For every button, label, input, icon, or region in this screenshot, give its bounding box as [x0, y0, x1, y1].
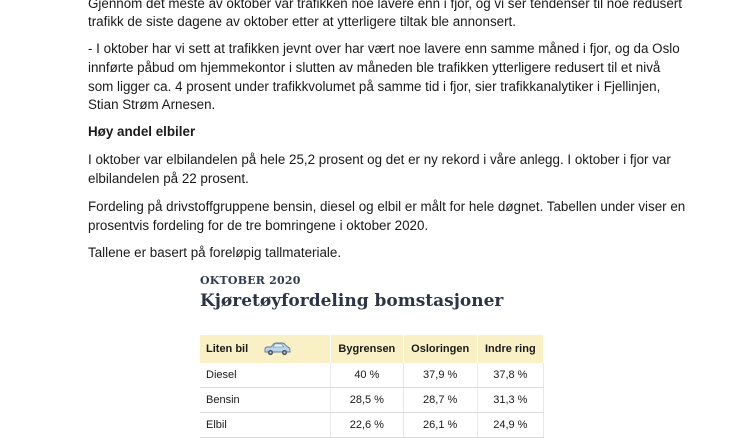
table-cell: 24,9 %	[477, 413, 543, 438]
column-header	[200, 335, 331, 363]
table-cell: 26,1 %	[403, 413, 477, 438]
table-cell: 37,9 %	[403, 363, 477, 388]
table-cell: 31,3 %	[477, 388, 543, 413]
paragraph-line: prosentvis fordeling for de tre bomringene i oktober 2020.	[88, 218, 429, 233]
table-row	[200, 413, 544, 438]
car-icon	[262, 341, 292, 357]
column-header: Osloringen	[403, 335, 477, 363]
paragraph-line: som ligger ca. 4 prosent under trafikkvolumet på samme tid i fjor, sier trafikkanalytiker i Fjellinjen,	[88, 79, 661, 94]
table-cell: Diesel	[200, 363, 331, 388]
column-header: Bygrensen	[331, 335, 404, 363]
paragraph-line: - I oktober har vi sett at trafikken jevnt over har vært noe lavere enn samme måned i fjor, og da Oslo	[88, 41, 680, 56]
table-row	[200, 363, 544, 388]
table-cell: 28,5 %	[331, 388, 404, 413]
paragraph-line: Tallene er basert på foreløpig tallmateriale.	[88, 245, 342, 260]
paragraph-line: innførte påbud om hjemmekontor i slutten av måneden ble trafikken ytterligere redusert til et nivå	[88, 60, 661, 75]
table-header-row	[200, 335, 544, 363]
paragraph-line: Stian Strøm Arnesen.	[88, 97, 216, 112]
table-row	[200, 388, 544, 413]
column-header: Indre ring	[477, 335, 543, 363]
table-cell: Bensin	[200, 388, 331, 413]
table-cell: 37,8 %	[477, 363, 543, 388]
paragraph-line: Fordeling på drivstoffgruppene bensin, diesel og elbil er målt for hele døgnet. Tabellen under viser en	[88, 199, 686, 214]
table-cell: 40 %	[331, 363, 404, 388]
vehicle-distribution-table	[200, 335, 544, 438]
paragraph-line: I oktober var elbilandelen på hele 25,2 prosent og det er ny rekord i våre anlegg. I oktober i fjor var	[88, 152, 671, 167]
section-heading: Høy andel elbiler	[88, 124, 196, 139]
table-cell: 22,6 %	[331, 413, 404, 438]
paragraph-line: Gjennom det meste av oktober var trafikken noe lavere enn i fjor, og vi ser tendenser til noe redusert	[88, 0, 682, 11]
column-header-label: Liten bil	[206, 343, 249, 355]
table-cell: 28,7 %	[403, 388, 477, 413]
chart-title: Kjøretøyfordeling bomstasjoner	[200, 291, 504, 311]
paragraph-line: trafikk de siste dagene av oktober etter at ytterligere tiltak ble annonsert.	[88, 14, 516, 29]
paragraph-line: elbilandelen på 22 prosent.	[88, 171, 249, 186]
table-cell: Elbil	[200, 413, 331, 438]
chart-eyebrow: OKTOBER 2020	[200, 274, 301, 287]
